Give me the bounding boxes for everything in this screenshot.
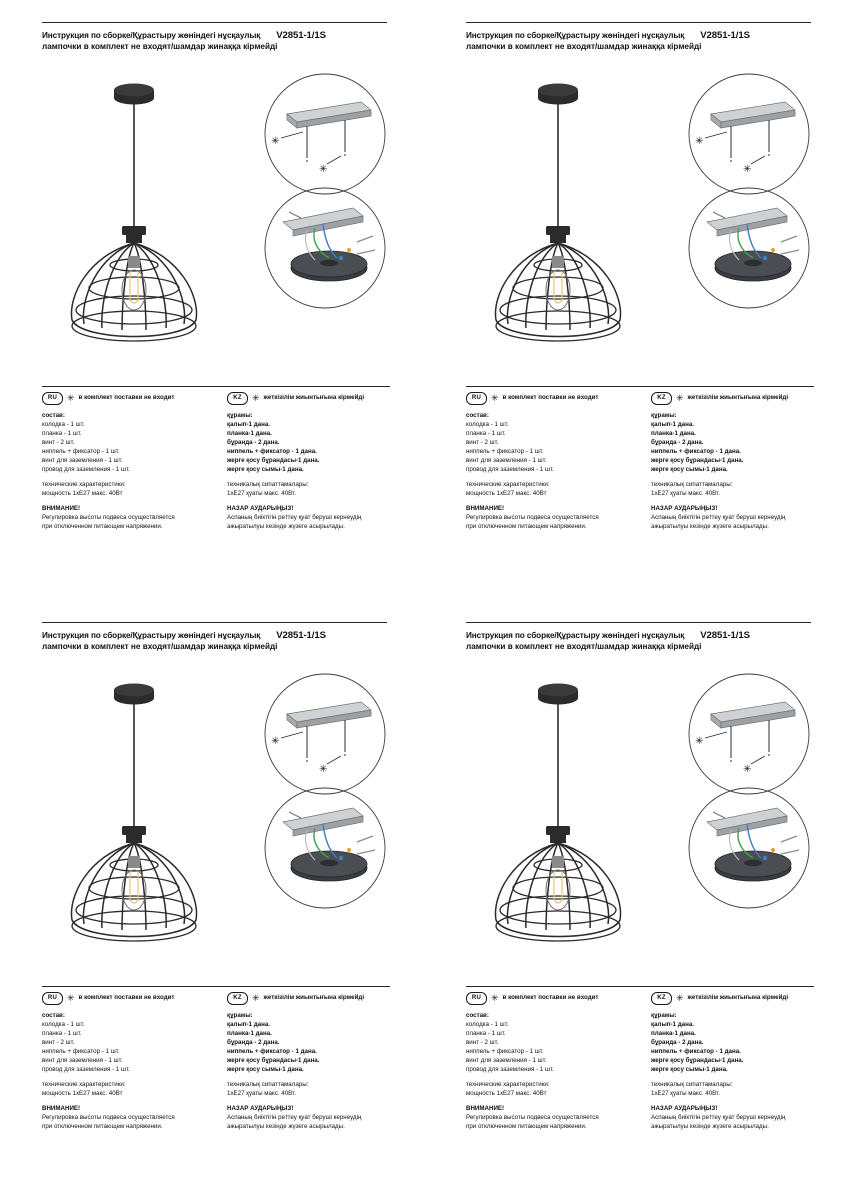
- kz-compose-item: ниппель + фиксатор - 1 дана.: [651, 1047, 741, 1055]
- ru-specs: [466, 481, 651, 499]
- ru-compose-title: состав:: [466, 1012, 489, 1019]
- asterisk-icon: ✳: [676, 393, 684, 403]
- ru-compose-item: ниппель + фиксатор - 1 шт.: [42, 447, 120, 455]
- ru-warning-title: ВНИМАНИЕ!: [42, 504, 81, 512]
- specifications-block: [466, 992, 816, 1138]
- kz-warning-line: ажыратылуы кезінде жүзеге асырылады.: [651, 522, 769, 530]
- ru-compose-item: планка - 1 шт.: [42, 429, 82, 437]
- kz-compose-item: қалып-1 дана.: [227, 1020, 270, 1028]
- header-subtitle: лампочки в комплект не входят/шамдар жинаққа кірмейді: [466, 642, 702, 651]
- kz-compose-item: ниппель + фиксатор - 1 дана.: [227, 447, 317, 455]
- kz-specs-title: техникалық сипаттамалары:: [651, 1080, 733, 1088]
- ru-compose-item: винт для заземления - 1 шт.: [42, 456, 123, 464]
- kz-compose-title: құрамы:: [651, 412, 677, 419]
- ru-badge: RU: [466, 392, 487, 405]
- kz-specs-value: 1xE27 қуаты макс. 40Вт.: [227, 489, 296, 497]
- ru-star-note: в комплект поставки не входит: [78, 994, 175, 1001]
- kz-column: [227, 392, 392, 538]
- kz-specs: [227, 481, 392, 499]
- kz-compose-item: ниппель + фиксатор - 1 дана.: [227, 1047, 317, 1055]
- ru-warning-title: ВНИМАНИЕ!: [42, 1104, 81, 1112]
- svg-text:✳: ✳: [695, 136, 704, 147]
- svg-text:✳: ✳: [319, 764, 328, 775]
- assembly-steps-illustration: [245, 672, 415, 912]
- ru-specs-title: технические характеристики:: [466, 480, 550, 488]
- ru-warning-title: ВНИМАНИЕ!: [466, 504, 505, 512]
- kz-compose-item: ниппель + фиксатор - 1 дана.: [651, 447, 741, 455]
- kz-compose-item: қалып-1 дана.: [651, 1020, 694, 1028]
- header-subtitle: лампочки в комплект не входят/шамдар жинаққа кірмейді: [466, 42, 702, 51]
- ru-compose-item: провод для заземления - 1 шт.: [466, 465, 554, 473]
- kz-compose-item: планка-1 дана.: [651, 429, 696, 437]
- panel-header: [466, 30, 806, 51]
- kz-badge: KZ: [227, 392, 248, 405]
- header-rule: [466, 22, 811, 23]
- kz-compose-item: жерге қосу бұрандасы-1 дана.: [651, 1056, 744, 1064]
- kz-compose-item: планка-1 дана.: [651, 1029, 696, 1037]
- header-rule: [42, 22, 387, 23]
- ru-warning: [466, 505, 651, 532]
- kz-compose-item: планка-1 дана.: [227, 429, 272, 437]
- ru-specs-value: мощность 1xE27 макс. 40Вт: [42, 489, 123, 497]
- svg-text:✳: ✳: [743, 764, 752, 775]
- kz-warning-title: НАЗАР АУДАРЫҢЫЗ!: [651, 1104, 718, 1112]
- ru-language-row: [42, 392, 227, 405]
- kz-compose-item: бұранда - 2 дана.: [227, 1038, 280, 1046]
- kz-compose-item: жерге қосу бұрандасы-1 дана.: [227, 456, 320, 464]
- header-title: Инструкция по сборке/Құрастыру жөніндегі нұсқаулық: [42, 631, 261, 640]
- model-number: V2851-1/1S: [276, 630, 326, 641]
- kz-warning: [227, 505, 392, 532]
- ru-warning: [466, 1105, 651, 1132]
- svg-text:✳: ✳: [695, 736, 704, 747]
- panel-header: [42, 30, 382, 51]
- kz-language-row: [651, 992, 816, 1005]
- ru-compose-item: провод для заземления - 1 шт.: [42, 1065, 130, 1073]
- ru-badge: RU: [42, 392, 63, 405]
- kz-warning-title: НАЗАР АУДАРЫҢЫЗ!: [227, 1104, 294, 1112]
- header-title: Инструкция по сборке/Құрастыру жөніндегі нұсқаулық: [42, 31, 261, 40]
- kz-compose-item: қалып-1 дана.: [651, 420, 694, 428]
- ru-compose-item: колодка - 1 шт.: [466, 420, 509, 428]
- ru-compose-item: провод для заземления - 1 шт.: [466, 1065, 554, 1073]
- kz-star-note: жеткізілім жиынтығына кірмейді: [263, 994, 365, 1001]
- kz-warning: [651, 1105, 816, 1132]
- kz-compose-item: жерге қосу сымы-1 дана.: [227, 465, 304, 473]
- kz-compose: [227, 1012, 392, 1075]
- svg-text:✳: ✳: [319, 164, 328, 175]
- ru-compose-title: состав:: [42, 1012, 65, 1019]
- panel-header: [42, 630, 382, 651]
- kz-compose-title: құрамы:: [227, 1012, 253, 1019]
- ru-compose-item: колодка - 1 шт.: [466, 1020, 509, 1028]
- model-number: V2851-1/1S: [700, 30, 750, 41]
- kz-compose-item: жерге қосу сымы-1 дана.: [651, 1065, 728, 1073]
- ru-badge: RU: [42, 992, 63, 1005]
- kz-specs-title: техникалық сипаттамалары:: [227, 1080, 309, 1088]
- ru-compose-item: винт - 2 шт.: [466, 1038, 499, 1046]
- ru-column: [42, 992, 227, 1138]
- kz-star-note: жеткізілім жиынтығына кірмейді: [263, 394, 365, 401]
- model-number: V2851-1/1S: [700, 630, 750, 641]
- ru-compose-item: винт для заземления - 1 шт.: [466, 1056, 547, 1064]
- instruction-panel: [424, 0, 849, 600]
- ru-compose-item: винт - 2 шт.: [466, 438, 499, 446]
- pendant-cage-lamp-illustration: [466, 60, 686, 350]
- header-rule: [42, 622, 387, 623]
- ru-compose-item: ниппель + фиксатор - 1 шт.: [466, 1047, 544, 1055]
- kz-column: [651, 392, 816, 538]
- ru-star-note: в комплект поставки не входит: [502, 994, 599, 1001]
- ru-compose-item: винт - 2 шт.: [42, 438, 75, 446]
- ru-warning-line: при отключенном питающем напряжении.: [466, 1122, 587, 1130]
- kz-language-row: [227, 392, 392, 405]
- kz-specs-value: 1xE27 қуаты макс. 40Вт.: [651, 489, 720, 497]
- kz-warning-line: Аспаның биіктігін реттеу қуат беруші кернеудің: [651, 513, 786, 521]
- kz-specs-value: 1xE27 қуаты макс. 40Вт.: [651, 1089, 720, 1097]
- svg-text:✳: ✳: [743, 164, 752, 175]
- kz-specs: [651, 1081, 816, 1099]
- kz-compose-item: бұранда - 2 дана.: [651, 1038, 704, 1046]
- ru-compose: [466, 412, 651, 475]
- ru-language-row: [42, 992, 227, 1005]
- kz-column: [651, 992, 816, 1138]
- ru-compose-item: ниппель + фиксатор - 1 шт.: [466, 447, 544, 455]
- ru-warning: [42, 505, 227, 532]
- ru-compose-item: винт для заземления - 1 шт.: [466, 456, 547, 464]
- specifications-block: [42, 392, 392, 538]
- wiring-ceiling-cup-step: [689, 788, 809, 908]
- instruction-panel: [0, 600, 424, 1200]
- asterisk-icon: ✳: [676, 993, 684, 1003]
- ru-specs-title: технические характеристики:: [466, 1080, 550, 1088]
- kz-language-row: [227, 992, 392, 1005]
- ru-warning-line: Регулировка высоты подвеса осуществляется: [42, 1113, 175, 1121]
- kz-specs-title: техникалық сипаттамалары:: [227, 480, 309, 488]
- ru-compose-title: состав:: [42, 412, 65, 419]
- ru-badge: RU: [466, 992, 487, 1005]
- kz-compose-title: құрамы:: [651, 1012, 677, 1019]
- kz-warning-line: Аспаның биіктігін реттеу қуат беруші кернеудің: [227, 513, 362, 521]
- svg-text:✳: ✳: [271, 736, 280, 747]
- asterisk-icon: ✳: [67, 993, 75, 1003]
- ru-specs-value: мощность 1xE27 макс. 40Вт: [466, 1089, 547, 1097]
- ru-compose: [42, 1012, 227, 1075]
- instruction-panel: [424, 600, 849, 1200]
- ru-specs: [42, 1081, 227, 1099]
- ru-warning-title: ВНИМАНИЕ!: [466, 1104, 505, 1112]
- ru-column: [466, 992, 651, 1138]
- specs-rule: [42, 386, 390, 387]
- asterisk-icon: ✳: [491, 993, 499, 1003]
- ru-specs-value: мощность 1xE27 макс. 40Вт: [42, 1089, 123, 1097]
- ru-column: [466, 392, 651, 538]
- ru-language-row: [466, 992, 651, 1005]
- kz-warning: [651, 505, 816, 532]
- kz-compose-item: жерге қосу бұрандасы-1 дана.: [227, 1056, 320, 1064]
- ru-compose: [42, 412, 227, 475]
- ru-compose-item: ниппель + фиксатор - 1 шт.: [42, 1047, 120, 1055]
- wiring-ceiling-cup-step: [689, 188, 809, 308]
- instruction-panel: [0, 0, 424, 600]
- kz-compose-item: жерге қосу бұрандасы-1 дана.: [651, 456, 744, 464]
- specs-rule: [42, 986, 390, 987]
- ru-specs-title: технические характеристики:: [42, 480, 126, 488]
- ru-language-row: [466, 392, 651, 405]
- ru-warning: [42, 1105, 227, 1132]
- header-title: Инструкция по сборке/Құрастыру жөніндегі нұсқаулық: [466, 31, 685, 40]
- kz-warning-line: ажыратылуы кезінде жүзеге асырылады.: [651, 1122, 769, 1130]
- header-subtitle: лампочки в комплект не входят/шамдар жинаққа кірмейді: [42, 642, 278, 651]
- ru-compose-item: планка - 1 шт.: [466, 1029, 506, 1037]
- ru-compose-item: планка - 1 шт.: [466, 429, 506, 437]
- assembly-steps-illustration: [669, 72, 839, 312]
- kz-specs: [227, 1081, 392, 1099]
- ru-compose-item: винт для заземления - 1 шт.: [42, 1056, 123, 1064]
- kz-column: [227, 992, 392, 1138]
- ru-specs-title: технические характеристики:: [42, 1080, 126, 1088]
- ru-specs: [42, 481, 227, 499]
- kz-warning-line: ажыратылуы кезінде жүзеге асырылады.: [227, 1122, 345, 1130]
- kz-compose-item: қалып-1 дана.: [227, 420, 270, 428]
- kz-warning-line: ажыратылуы кезінде жүзеге асырылады.: [227, 522, 345, 530]
- header-title: Инструкция по сборке/Құрастыру жөніндегі нұсқаулық: [466, 631, 685, 640]
- asterisk-icon: ✳: [252, 393, 260, 403]
- panel-header: [466, 630, 806, 651]
- mounting-bracket-step: [689, 74, 809, 194]
- assembly-steps-illustration: [669, 672, 839, 912]
- specifications-block: [42, 992, 392, 1138]
- specifications-block: [466, 392, 816, 538]
- ru-compose: [466, 1012, 651, 1075]
- ru-star-note: в комплект поставки не входит: [78, 394, 175, 401]
- mounting-bracket-step: [265, 674, 385, 794]
- model-number: V2851-1/1S: [276, 30, 326, 41]
- pendant-cage-lamp-illustration: [42, 660, 262, 950]
- wiring-ceiling-cup-step: [265, 788, 385, 908]
- asterisk-icon: ✳: [67, 393, 75, 403]
- ru-compose-item: колодка - 1 шт.: [42, 1020, 85, 1028]
- kz-specs-title: техникалық сипаттамалары:: [651, 480, 733, 488]
- asterisk-icon: ✳: [491, 393, 499, 403]
- kz-specs-value: 1xE27 қуаты макс. 40Вт.: [227, 1089, 296, 1097]
- kz-badge: KZ: [651, 992, 672, 1005]
- ru-warning-line: при отключенном питающем напряжении.: [466, 522, 587, 530]
- kz-warning-line: Аспаның биіктігін реттеу қуат беруші кернеудің: [651, 1113, 786, 1121]
- ru-compose-item: планка - 1 шт.: [42, 1029, 82, 1037]
- ru-star-note: в комплект поставки не входит: [502, 394, 599, 401]
- mounting-bracket-step: [265, 74, 385, 194]
- asterisk-icon: ✳: [252, 993, 260, 1003]
- pendant-cage-lamp-illustration: [42, 60, 262, 350]
- ru-warning-line: Регулировка высоты подвеса осуществляется: [466, 1113, 599, 1121]
- kz-language-row: [651, 392, 816, 405]
- assembly-steps-illustration: [245, 72, 415, 312]
- ru-warning-line: при отключенном питающем напряжении.: [42, 1122, 163, 1130]
- mounting-bracket-step: [689, 674, 809, 794]
- header-subtitle: лампочки в комплект не входят/шамдар жинаққа кірмейді: [42, 42, 278, 51]
- kz-compose-item: планка-1 дана.: [227, 1029, 272, 1037]
- ru-compose-item: винт - 2 шт.: [42, 1038, 75, 1046]
- ru-specs: [466, 1081, 651, 1099]
- kz-warning-line: Аспаның биіктігін реттеу қуат беруші кернеудің: [227, 1113, 362, 1121]
- ru-compose-title: состав:: [466, 412, 489, 419]
- kz-compose: [651, 412, 816, 475]
- ru-column: [42, 392, 227, 538]
- ru-warning-line: Регулировка высоты подвеса осуществляется: [42, 513, 175, 521]
- kz-specs: [651, 481, 816, 499]
- kz-warning-title: НАЗАР АУДАРЫҢЫЗ!: [651, 504, 718, 512]
- kz-warning: [227, 1105, 392, 1132]
- kz-compose-item: жерге қосу сымы-1 дана.: [651, 465, 728, 473]
- kz-compose-item: бұранда - 2 дана.: [227, 438, 280, 446]
- kz-badge: KZ: [227, 992, 248, 1005]
- kz-badge: KZ: [651, 392, 672, 405]
- kz-compose: [227, 412, 392, 475]
- ru-compose-item: колодка - 1 шт.: [42, 420, 85, 428]
- ru-warning-line: Регулировка высоты подвеса осуществляется: [466, 513, 599, 521]
- ru-specs-value: мощность 1xE27 макс. 40Вт: [466, 489, 547, 497]
- kz-star-note: жеткізілім жиынтығына кірмейді: [687, 994, 789, 1001]
- ru-compose-item: провод для заземления - 1 шт.: [42, 465, 130, 473]
- specs-rule: [466, 386, 814, 387]
- kz-compose: [651, 1012, 816, 1075]
- kz-compose-item: жерге қосу сымы-1 дана.: [227, 1065, 304, 1073]
- header-rule: [466, 622, 811, 623]
- ru-warning-line: при отключенном питающем напряжении.: [42, 522, 163, 530]
- kz-star-note: жеткізілім жиынтығына кірмейді: [687, 394, 789, 401]
- specs-rule: [466, 986, 814, 987]
- svg-text:✳: ✳: [271, 136, 280, 147]
- wiring-ceiling-cup-step: [265, 188, 385, 308]
- kz-warning-title: НАЗАР АУДАРЫҢЫЗ!: [227, 504, 294, 512]
- kz-compose-item: бұранда - 2 дана.: [651, 438, 704, 446]
- kz-compose-title: құрамы:: [227, 412, 253, 419]
- pendant-cage-lamp-illustration: [466, 660, 686, 950]
